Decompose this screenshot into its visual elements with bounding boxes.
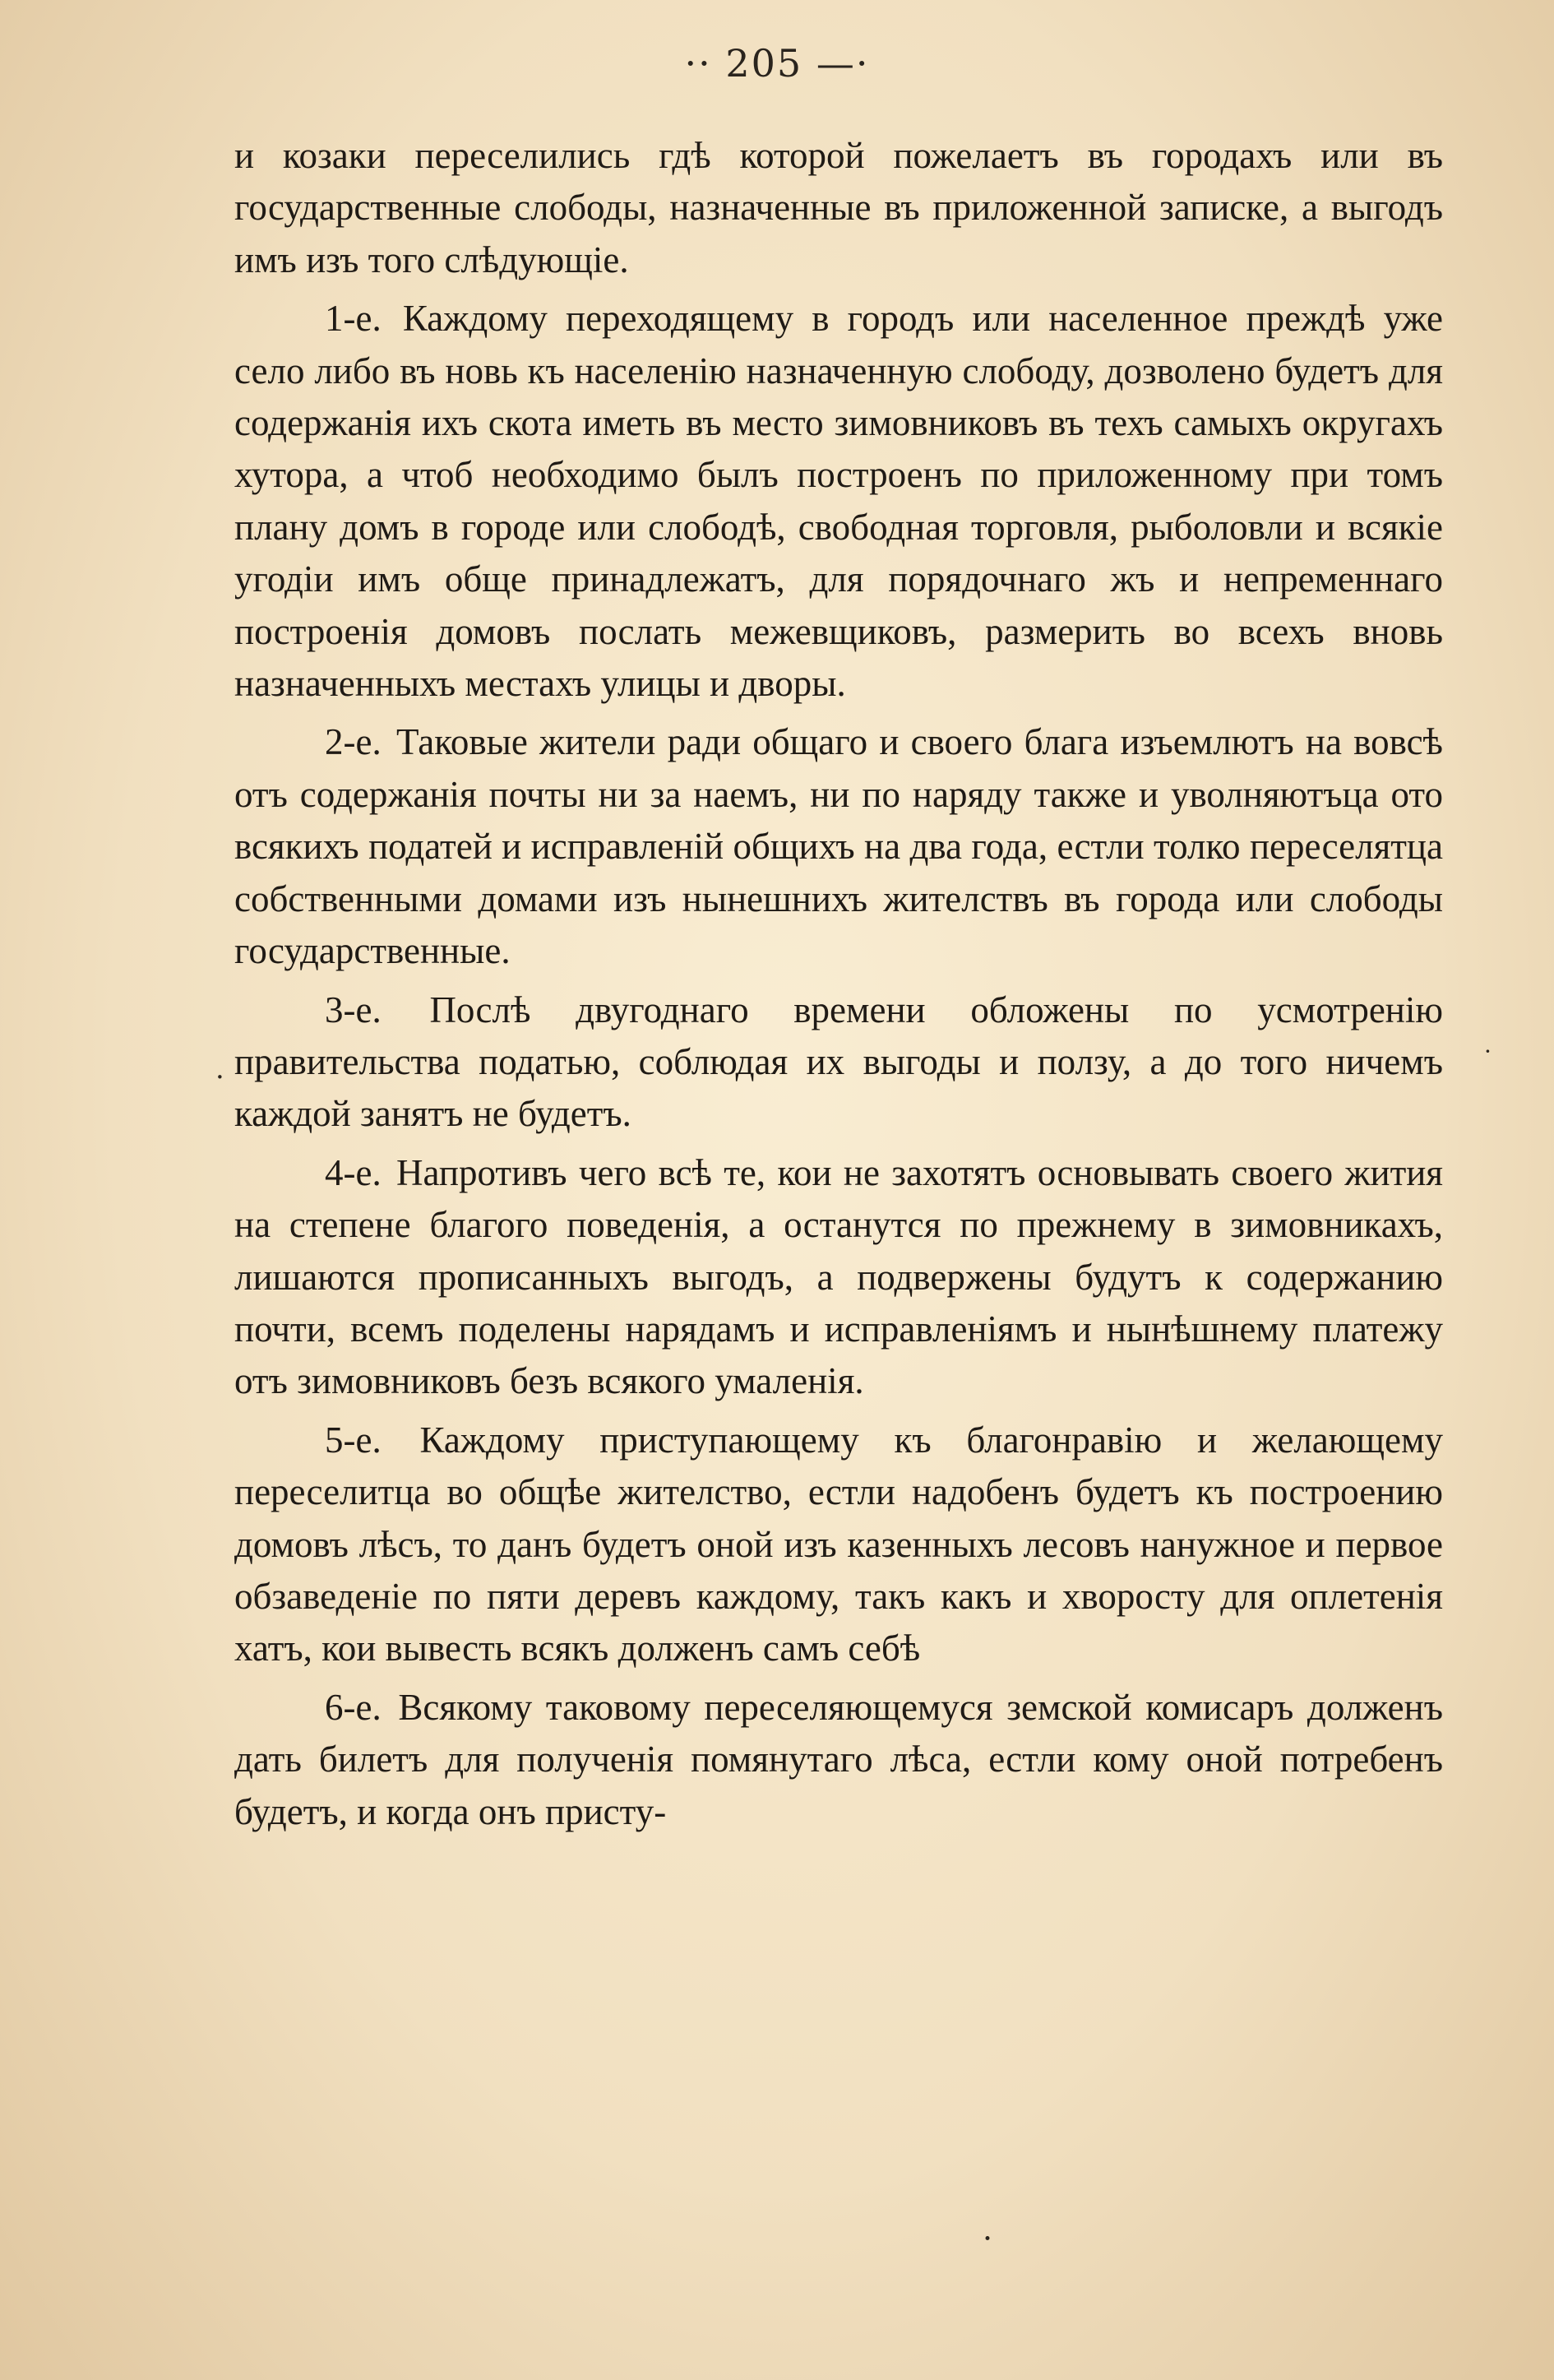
item-paragraph-5 <box>234 1415 1443 1675</box>
page-number: ·· 205 —· <box>684 41 870 86</box>
margin-dot-mark: · <box>215 1061 224 1094</box>
item-paragraph-3 <box>234 984 1443 1141</box>
page-body <box>234 130 1443 1845</box>
item-paragraph-1 <box>234 293 1443 710</box>
item-number: 4-е. <box>325 1151 382 1193</box>
item-text: Каждому приступающему къ благонравію и желающему переселитца во общѣе жителство, естли надобенъ будетъ къ построению домовъ лѣсъ, то данъ будетъ оной изъ казенныхъ лесовъ нанужное и первое обзаведеніе по пяти деревъ каждому, такъ какъ и хворосту для оплетенія хатъ, кои вывесть всякъ долженъ самъ себѣ <box>234 1419 1443 1669</box>
bottom-ink-speck: · <box>983 2220 993 2257</box>
item-number: 1-е. <box>325 298 382 340</box>
intro-paragraph: и козаки переселились гдѣ которой пожелаетъ въ городахъ или въ государственные слободы, назначенные въ приложенной записке, а выгодъ имъ изъ того слѣдующіе. <box>234 135 1443 280</box>
item-paragraph-4 <box>234 1147 1443 1408</box>
item-number: 6-е. <box>325 1686 382 1728</box>
item-text: Послѣ двугоднаго времени обложены по усмотренію правительства податью, соблюдая их выгоды и ползу, а до того ничемъ каждой занятъ не будетъ. <box>234 989 1443 1135</box>
item-text: Таковые жители ради общаго и своего блага изъемлютъ на вовсѣ отъ содержанія почты ни за наемъ, ни по наряду также и уволняютъца ото всякихъ податей и исправленій общихъ на два года, естли толко переселятца собственными домами изъ нынешнихъ жителствъ въ города или слободы государственные. <box>234 721 1443 972</box>
item-number: 3-е. <box>325 989 382 1030</box>
margin-tick-mark: · <box>1484 1038 1492 1065</box>
item-text: Каждому переходящему в городъ или населенное преждѣ уже село либо въ новь къ населенію назначенную слободу, дозволено будетъ для содержанія ихъ скота иметь въ место зимовниковъ въ техъ самыхъ округахъ хутора, а чтоб необходимо былъ построенъ по приложенному при томъ плану домъ в городе или слободѣ, свободная торговля, рыболовли и всякіе угодіи имъ обще принадлежатъ, для порядочнаго жъ и непременнаго построенія домовъ послать межевщиковъ, размерить во всехъ вновь назначенныхъ местахъ улицы и дворы. <box>234 298 1444 705</box>
item-number: 5-е. <box>325 1419 382 1461</box>
item-number: 2-е. <box>325 721 382 763</box>
item-text: Всякому таковому переселяющемуся земской комисаръ долженъ дать билетъ для полученія помянутаго лѣса, естли кому оной потребенъ будетъ, и когда онъ присту- <box>234 1686 1443 1832</box>
item-text: Напротивъ чего всѣ те, кои не захотятъ основывать своего жития на степене благого поведенія, а останутся по прежнему в зимовникахъ, лишаются прописанныхъ выгодъ, а подвержены будутъ к содержанию почти, всемъ поделены нарядамъ и исправленіямъ и нынѣшнему платежу отъ зимовниковъ безъ всякого умаленія. <box>234 1151 1444 1402</box>
item-paragraph-2 <box>234 716 1443 977</box>
item-paragraph-6 <box>234 1682 1443 1838</box>
